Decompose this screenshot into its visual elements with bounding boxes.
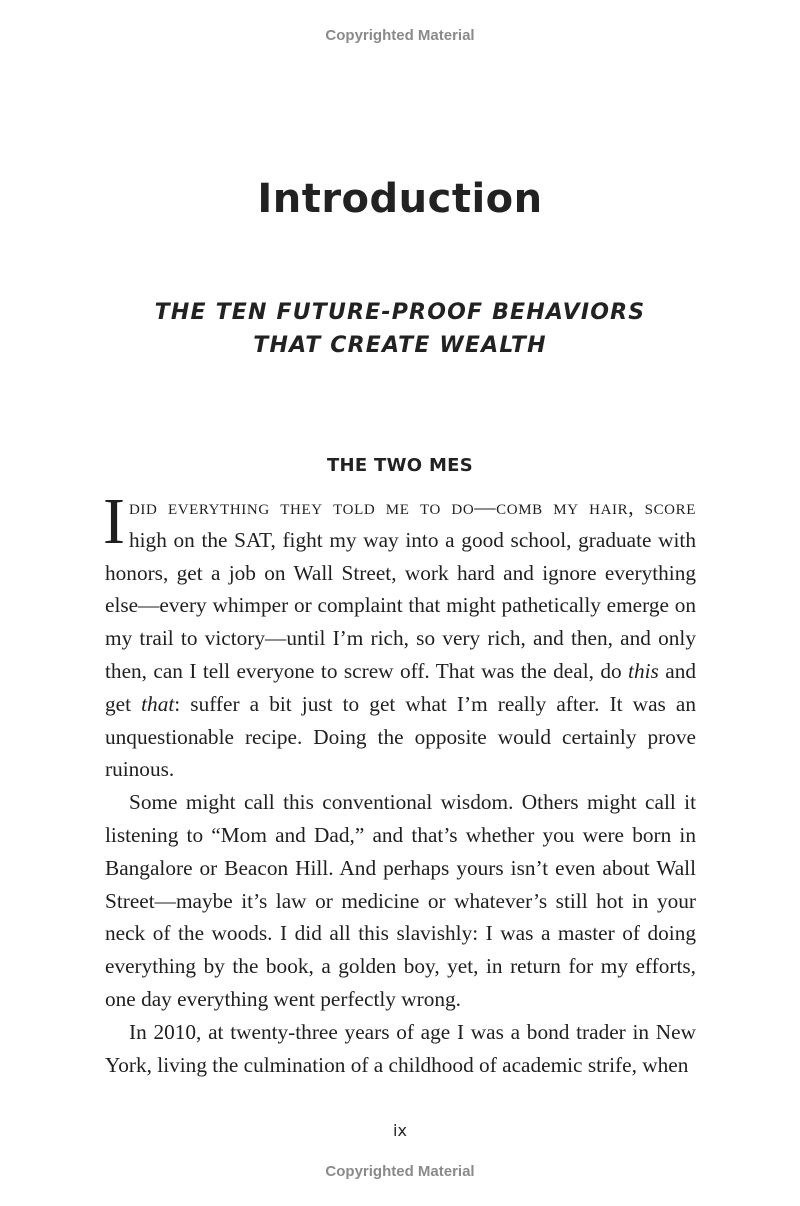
section-heading: THE TWO MES xyxy=(326,455,474,476)
paragraph-1 xyxy=(103,485,697,786)
chapter-subtitle xyxy=(0,296,800,362)
chapter-subtitle-line-1: THE TEN FUTURE-PROOF BEHAVIORS xyxy=(154,300,646,325)
paragraph-1-text-a: high on the SAT, fight my way into a good school, graduate with honors, get a job on Wall Street, work hard and ignore everything else—every whimper or complaint that might pathetically emerge on my trail to victory—until I’m rich, so very rich, and then, and only then, can I tell everyone to screw off. That was the deal, do xyxy=(105,527,696,683)
paragraph-2: Some might call this conventional wisdom. Others might call it listening to “Mom and Dad,” and that’s whether you were born in Bangalore or Beacon Hill. And perhaps yours isn’t even about Wall Street—maybe it’s law or medicine or whatever’s still hot in your neck of the woods. I did all this slavishly: I was a master of doing everything by the book, a golden boy, yet, in return for my efforts, one day everything went perfectly wrong. xyxy=(105,790,696,1011)
copyright-watermark-top: Copyrighted Material xyxy=(325,27,475,44)
page-number: ix xyxy=(393,1121,407,1140)
emphasis-this: this xyxy=(628,658,659,683)
copyright-watermark-bottom: Copyrighted Material xyxy=(325,1163,475,1180)
emphasis-that: that xyxy=(141,691,175,716)
body-text xyxy=(103,485,697,1081)
paragraph-3: In 2010, at twenty-three years of age I was a bond trader in New York, living the culmination of a childhood of academic strife, when xyxy=(105,1019,696,1077)
chapter-subtitle-line-2: THAT CREATE WEALTH xyxy=(253,333,547,358)
paragraph-1-text-c: : suffer a bit just to get what I’m really after. It was an unquestionable recipe. Doing the opposite would certainly prove ruinous. xyxy=(105,691,697,782)
lead-in-small-caps: did everything they told me to do—comb my hair, score xyxy=(128,495,696,519)
drop-cap: I xyxy=(103,485,125,558)
paragraph-1-text-b: and get xyxy=(105,658,696,716)
chapter-title: Introduction xyxy=(257,176,543,222)
